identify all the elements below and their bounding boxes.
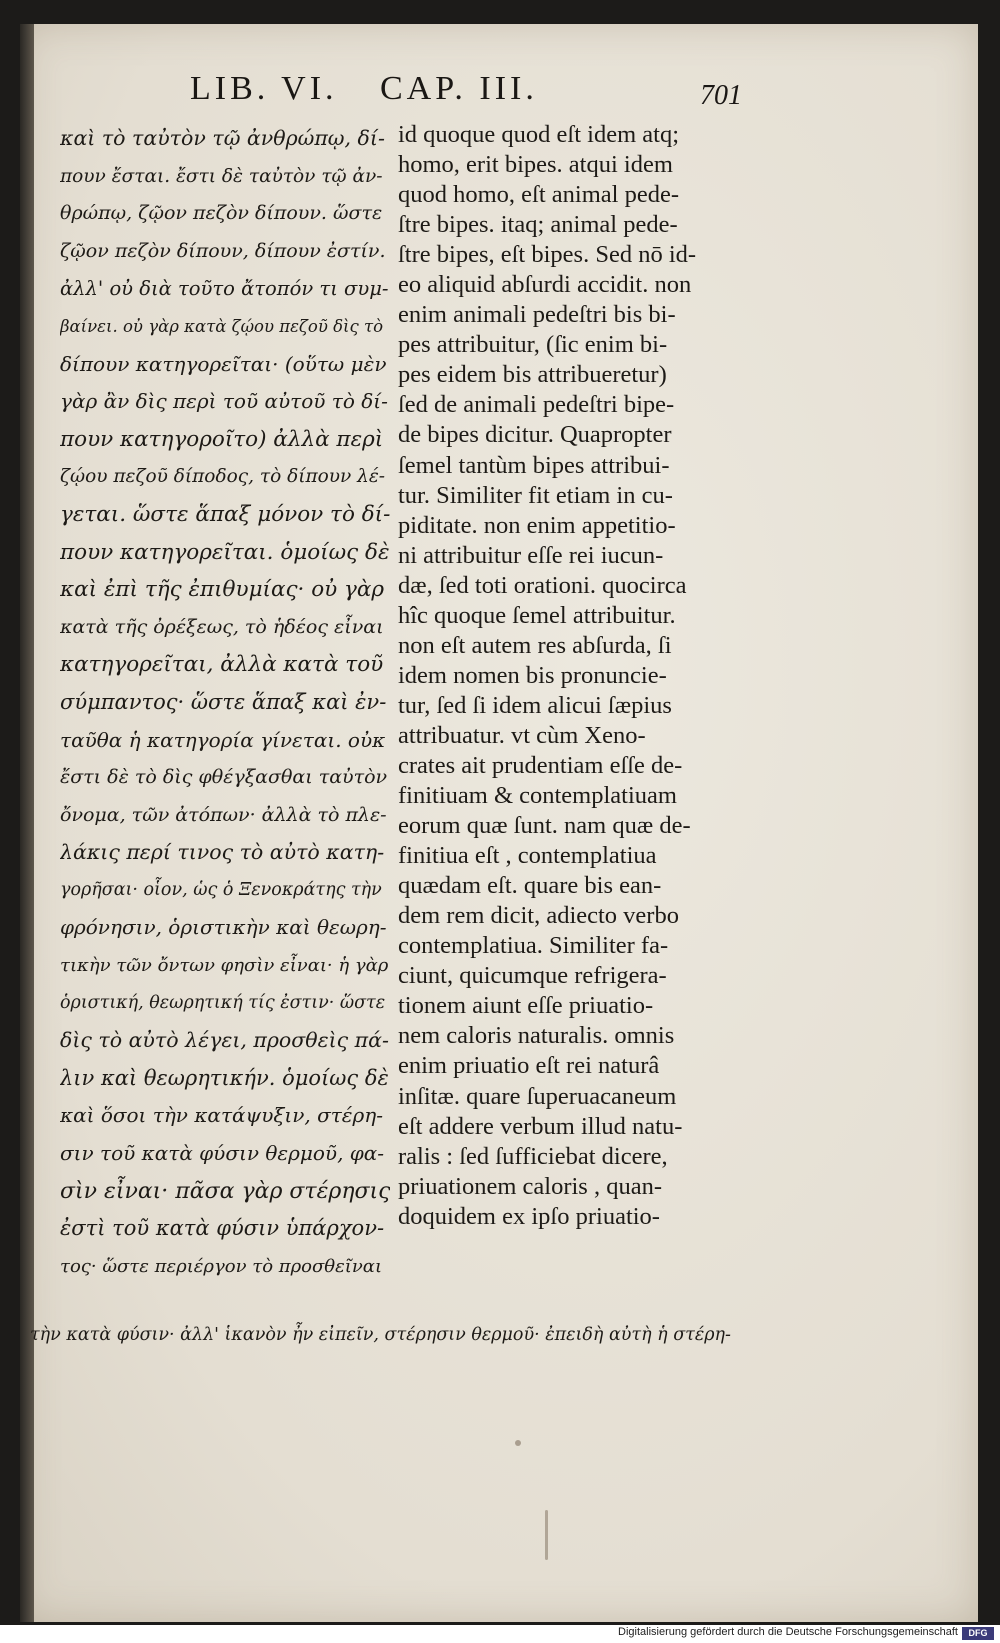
paper-speck	[515, 1440, 521, 1446]
greek-text-line: πουν κατηγορεῖται. ὁμοίως δὲ	[60, 539, 390, 565]
latin-text-line: pes eidem bis attribueretur)	[398, 361, 667, 389]
latin-text-line: quædam eſt. quare bis ean-	[398, 872, 662, 900]
latin-text-line: crates ait prudentiam eſſe de-	[398, 751, 683, 779]
greek-text-line: γεται. ὥστε ἅπαξ μόνον τὸ δί-	[60, 501, 390, 527]
greek-text-line: ἐστὶ τοῦ κατὰ φύσιν ὑπάρχον-	[60, 1216, 385, 1241]
latin-text-line: ſed de animali pedeſtri bipe-	[398, 391, 675, 419]
latin-text-line: ciunt, quicumque refrigera-	[398, 962, 667, 990]
greek-text-line: ἔστι δὲ τὸ δὶς φθέγξασθαι ταὐτὸν	[60, 766, 388, 789]
latin-text-line: piditate. non enim appetitio-	[398, 511, 676, 539]
latin-text-line: eo aliquid abſurdi accidit. non	[398, 271, 692, 299]
greek-text-line: ἀλλ' οὐ διὰ τοῦτο ἄτοπόν τι συμ-	[60, 277, 389, 301]
greek-text-line: ζῴου πεζοῦ δίποδος, τὸ δίπουν λέ-	[60, 466, 386, 488]
greek-text-line: ταῦθα ἡ κατηγορία γίνεται. οὐκ	[60, 727, 386, 752]
greek-text-line: καὶ ὅσοι τὴν κατάψυξιν, στέρη-	[60, 1103, 384, 1128]
latin-text-line: pes attribuitur, (ſic enim bi-	[398, 331, 668, 359]
latin-text-line: ſtre bipes. itaq; animal pede-	[398, 211, 678, 239]
greek-text-line: σὶν εἶναι· πᾶσα γὰρ στέρησις	[60, 1178, 390, 1204]
funding-credit: Digitalisierung gefördert durch die Deutsche Forschungsgemeinschaft	[618, 1626, 958, 1638]
dfg-logo: DFG	[962, 1627, 994, 1640]
latin-text-line: finitiua eſt , contemplatiua	[398, 842, 657, 870]
ink-smudge	[545, 1510, 548, 1560]
latin-text-line: idem nomen bis pronuncie-	[398, 661, 667, 689]
greek-text-line: κατηγορεῖται, ἀλλὰ κατὰ τοῦ	[60, 652, 384, 678]
latin-text-line: ſemel tantùm bipes attribui-	[398, 451, 670, 479]
latin-text-line: ralis : ſed ſufficiebat dicere,	[398, 1142, 668, 1170]
greek-text-line: ὄνομα, τῶν ἀτόπων· ἀλλὰ τὸ πλε-	[60, 803, 387, 826]
latin-text-line: nem caloris naturalis. omnis	[398, 1022, 675, 1050]
running-head	[150, 70, 750, 106]
greek-text-line: καὶ ἐπὶ τῆς ἐπιθυμίας· οὐ γὰρ	[60, 577, 385, 603]
greek-text-line: σύμπαντος· ὥστε ἅπαξ καὶ ἐν-	[60, 689, 387, 714]
greek-text-line: γορῆσαι· οἷον, ὡς ὁ Ξενοκράτης τὴν	[60, 879, 382, 900]
footer-bar	[0, 1625, 1000, 1643]
greek-text-line: βαίνει. οὐ γὰρ κατὰ ζῴου πεζοῦ δὶς τὸ	[60, 316, 384, 336]
latin-text-line: homo, erit bipes. atqui idem	[398, 151, 673, 179]
latin-text-line: tionem aiunt eſſe priuatio-	[398, 992, 654, 1020]
latin-text-line: priuationem caloris , quan-	[398, 1172, 662, 1200]
latin-text-line: enim priuatio eſt rei naturâ	[398, 1052, 660, 1080]
page-gutter	[20, 24, 34, 1622]
greek-text-line: λάκις περί τινος τὸ αὐτὸ κατη-	[60, 840, 385, 865]
latin-text-line: tur, ſed ſi idem alicui ſæpius	[398, 691, 672, 719]
latin-text-line: dem rem dicit, adiecto verbo	[398, 902, 679, 930]
latin-text-line: tur. Similiter fit etiam in cu-	[398, 481, 673, 509]
latin-text-line: finitiuam & contemplatiuam	[398, 782, 677, 810]
greek-text-line: δίπουν κατηγορεῖται· (οὕτω μὲν	[60, 351, 387, 376]
running-head-chapter: CAP. III.	[380, 70, 538, 107]
greek-text-line: κατὰ τῆς ὀρέξεως, τὸ ἡδέος εἶναι	[60, 615, 384, 638]
greek-text-line: ζῷον πεζὸν δίπουν, δίπουν ἐστίν.	[60, 239, 386, 262]
greek-column	[60, 120, 390, 1285]
latin-text-line: enim animali pedeſtri bis bi-	[398, 301, 676, 329]
latin-text-line: dæ, ſed toti orationi. quocirca	[398, 571, 687, 599]
greek-text-line: φρόνησιν, ὁριστικὴν καὶ θεωρη-	[60, 915, 387, 940]
greek-text-line: δὶς τὸ αὐτὸ λέγει, προσθεὶς πά-	[60, 1028, 389, 1053]
latin-text-line: doquidem ex ipſo priuatio-	[398, 1202, 660, 1230]
page-number: 701	[700, 80, 742, 111]
latin-text-line: attribuatur. vt cùm Xeno-	[398, 721, 646, 749]
latin-column	[398, 120, 743, 1232]
latin-text-line: contemplatiua. Similiter fa-	[398, 932, 669, 960]
latin-text-line: inſitæ. quare ſuperuacaneum	[398, 1082, 677, 1110]
latin-text-line: eſt addere verbum illud natu-	[398, 1112, 683, 1140]
greek-continuation-line: τὴν κατὰ φύσιν· ἀλλ' ἱκανὸν ἦν εἰπεῖν, στέρησιν θερμοῦ· ἐπειδὴ αὐτὴ ἡ στέρη-	[30, 1325, 731, 1345]
latin-text-line: ſtre bipes, eſt bipes. Sed nō id-	[398, 241, 697, 269]
running-head-book: LIB. VI.	[190, 70, 338, 107]
latin-text-line: de bipes dicitur. Quapropter	[398, 421, 672, 449]
latin-text-line: eorum quæ ſunt. nam quæ de-	[398, 812, 691, 840]
greek-text-line: πουν ἔσται. ἔστι δὲ ταὐτὸν τῷ ἀν-	[60, 165, 383, 187]
greek-text-line: καὶ τὸ ταὐτὸν τῷ ἀνθρώπῳ, δί-	[60, 126, 385, 150]
greek-text-line: γὰρ ἂν δὶς περὶ τοῦ αὐτοῦ τὸ δί-	[60, 389, 388, 414]
greek-text-line: σιν τοῦ κατὰ φύσιν θερμοῦ, φα-	[60, 1141, 385, 1166]
latin-text-line: non eſt autem res abſurda, ſi	[398, 631, 672, 659]
greek-text-line: τος· ὥστε περιέργον τὸ προσθεῖναι	[60, 1255, 383, 1277]
latin-text-line: hîc quoque ſemel attribuitur.	[398, 601, 676, 629]
greek-text-line: ὁριστική, θεωρητική τίς ἐστιν· ὥστε	[60, 992, 386, 1013]
greek-text-line: λιν καὶ θεωρητικήν. ὁμοίως δὲ	[60, 1065, 389, 1090]
greek-text-line: τικὴν τῶν ὄντων φησὶν εἶναι· ἡ γὰρ	[60, 955, 389, 977]
latin-text-line: id quoque quod eſt idem atq;	[398, 121, 680, 148]
greek-text-line: θρώπῳ, ζῷον πεζὸν δίπουν. ὥστε	[60, 202, 383, 225]
latin-text-line: ni attribuitur eſſe rei iucun-	[398, 541, 664, 569]
latin-text-line: quod homo, eſt animal pede-	[398, 181, 679, 209]
greek-text-line: πουν κατηγοροῖτο) ἀλλὰ περὶ	[60, 426, 384, 452]
